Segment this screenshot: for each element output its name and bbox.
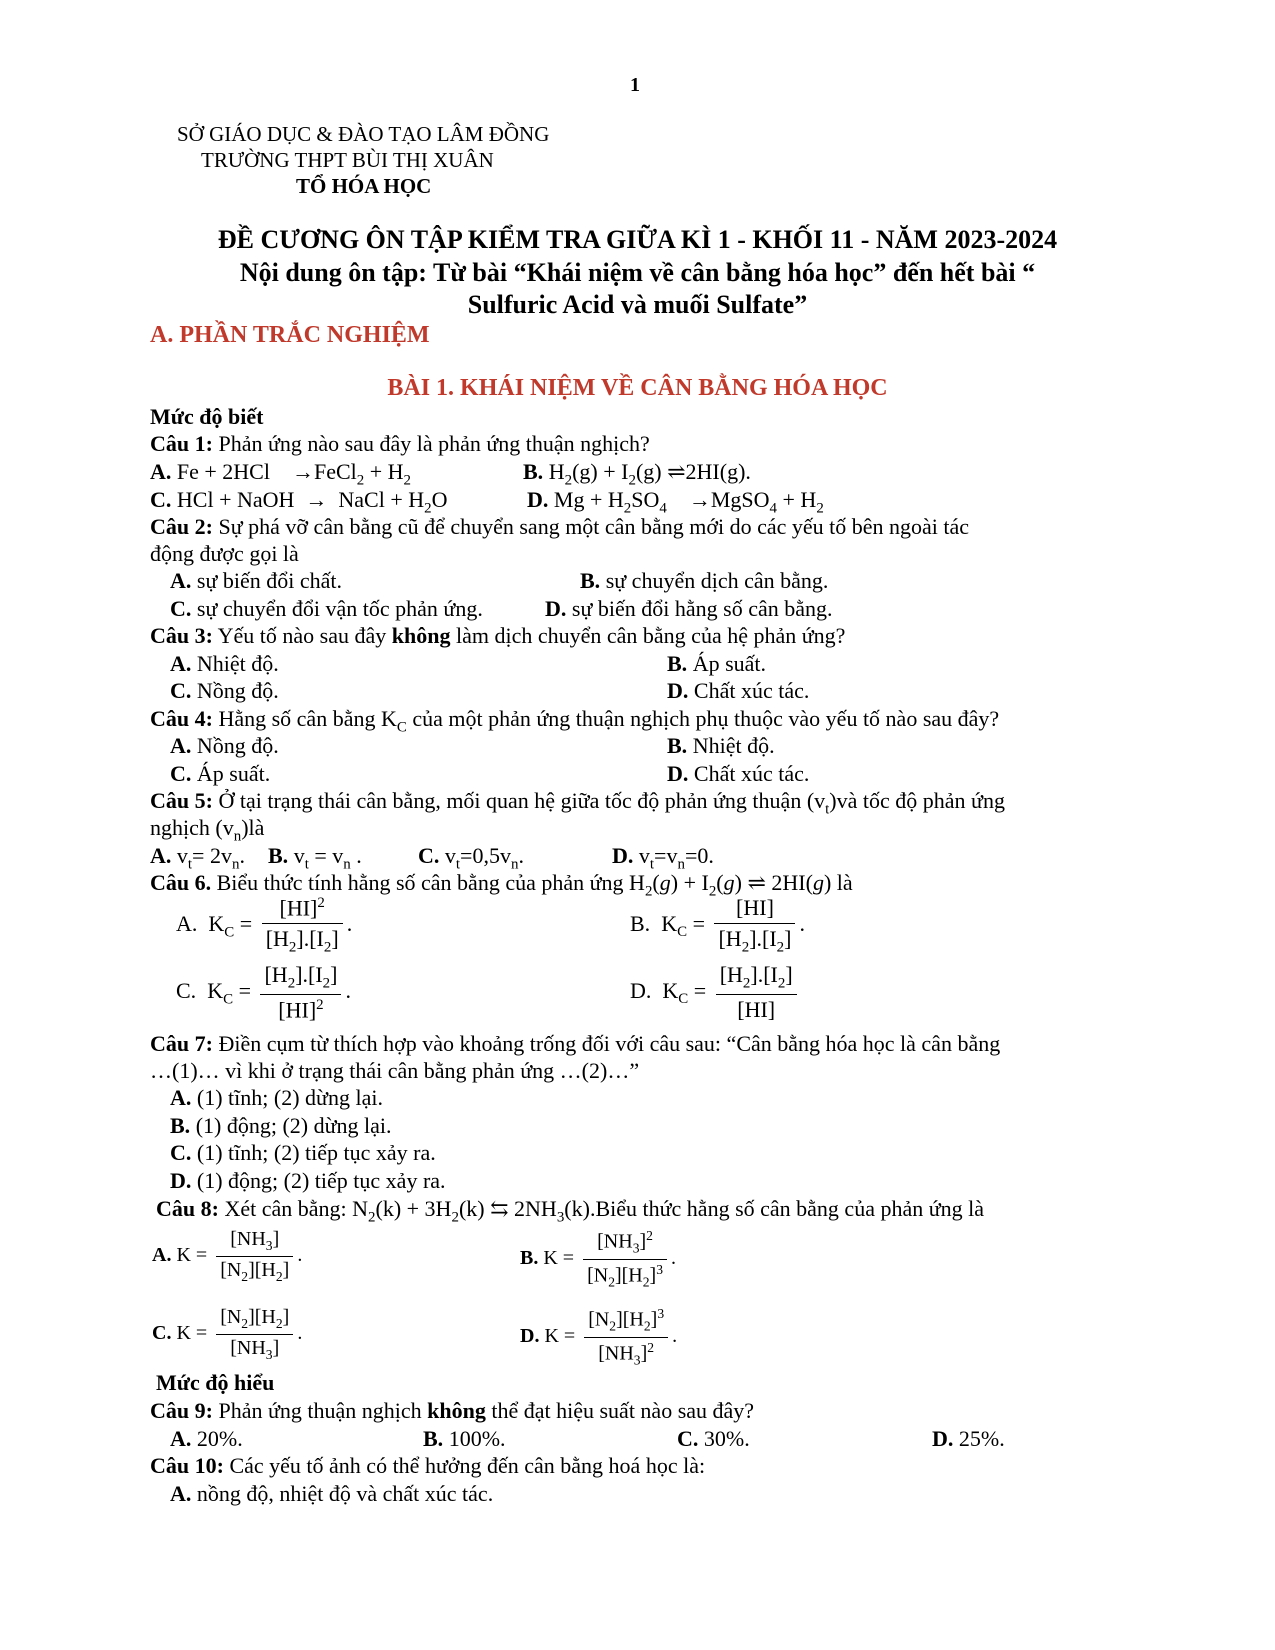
q9-option-d: D. 25%. [932, 1426, 1005, 1451]
q9-option-b: B. 100%. [423, 1426, 506, 1451]
page-title: ĐỀ CƯƠNG ÔN TẬP KIỂM TRA GIỮA KÌ 1 - KHỐI 11 - NĂM 2023-2024 [217, 225, 1058, 254]
q7-option-d: D. (1) động; (2) tiếp tục xảy ra. [170, 1168, 446, 1193]
question-6: Câu 6. Biểu thức tính hằng số cân bằng của phản ứng $H_2(g) + I_2(g)$ ⇌ 2HI(g) là [150, 870, 853, 900]
q2-option-b: B. sự chuyển dịch cân bằng. [580, 568, 829, 593]
q9-option-c: C. 30%. [677, 1426, 750, 1451]
question-text: Sự phá vỡ cân bằng cũ để chuyển sang một cân bằng mới do các yếu tố bên ngoài tác [212, 514, 970, 539]
q3-option-b: B. Áp suất. [667, 651, 767, 676]
q2-option-d: D. sự biến đổi hằng số cân bằng. [545, 596, 833, 621]
q1-option-a: A. Fe + 2HCl →FeCl$_2$ + $H_2$ [150, 459, 412, 489]
q4-option-a: A. Nồng độ. [170, 733, 279, 758]
q5-option-c: C. $v_t=0,5v_n$. [418, 843, 524, 873]
level-heading-know: Mức độ biết [150, 404, 264, 429]
question-5-cont: nghịch $(v_n)là$ [150, 815, 265, 845]
page-number: 1 [630, 74, 640, 96]
lesson-heading: BÀI 1. KHÁI NIỆM VỀ CÂN BẰNG HÓA HỌC [387, 375, 888, 401]
question-text: Phản ứng nào sau đây là phản ứng thuận nghịch? [212, 431, 650, 456]
question-1 [150, 431, 650, 457]
question-10: Câu 10: Các yếu tố ảnh có thể hưởng đến cân bằng hoá học là: [150, 1453, 706, 1478]
q4-option-b: B. Nhiệt độ. [667, 733, 775, 758]
question-label: Câu 1: [150, 431, 213, 456]
level-heading-understand: Mức độ hiểu [156, 1370, 275, 1395]
q6-option-c: C. $K_C$ = $\frac{[H_2].[I_2]}{[HI]^2}$ . [176, 962, 351, 1023]
q6-option-a: A. $K_C$ = $\frac{[HI]^2}{[H_2].[I_2]}$ . [176, 895, 353, 956]
question-2 [150, 514, 969, 540]
q3-option-c: C. Nồng độ. [170, 678, 279, 703]
q7-option-c: C. (1) tĩnh; (2) tiếp tục xảy ra. [170, 1140, 436, 1165]
q3-option-a: A. Nhiệt độ. [170, 651, 279, 676]
q8-option-a: A. K = $\frac{[NH_3]}{[N_2][H_2]}$ . [152, 1228, 303, 1284]
question-5: Câu 5: Ở tại trạng thái cân bằng, mối quan hệ giữa tốc độ phản ứng thuận $(v_t)và$ tốc độ phản ứng [150, 788, 1005, 818]
q8-option-b: B. K = $\frac{[NH_3]^2}{[N_2][H_2]^3}$ . [520, 1228, 677, 1290]
q4-option-d: D. Chất xúc tác. [667, 761, 810, 786]
q8-option-d: D. K = $\frac{[N_2][H_2]^3}{[NH_3]^2}$ . [520, 1306, 678, 1368]
header-department: SỞ GIÁO DỤC & ĐÀO TẠO LÂM ĐỒNG [177, 122, 550, 146]
option-letter: A. [150, 459, 172, 484]
q4-option-c: C. Áp suất. [170, 761, 271, 786]
q6-option-b: B. $K_C$ = $\frac{[HI]}{[H_2].[I_2]}$ . [630, 895, 805, 956]
q1-option-d: D. $Mg + H_2SO_4$ →MgSO$_4$ + $H_2$ [527, 487, 824, 517]
q2-option-a: A. sự biến đổi chất. [170, 568, 343, 593]
q10-option-a: A. nồng độ, nhiệt độ và chất xúc tác. [170, 1481, 494, 1506]
option-letter: B. [523, 459, 544, 484]
question-4: Câu 4: Hằng số cân bằng $K_C$ của một phản ứng thuận nghịch phụ thuộc vào yếu tố nào sau đây? [150, 706, 1000, 736]
q7-option-a: A. (1) tĩnh; (2) dừng lại. [170, 1085, 383, 1110]
section-heading: A. PHẦN TRẮC NGHIỆM [150, 322, 430, 348]
question-label: Câu 2: [150, 514, 213, 539]
question-2-cont: động được gọi là [150, 541, 299, 566]
page-subtitle-2: Sulfuric Acid và muối Sulfate” [467, 290, 808, 319]
header-group: TỔ HÓA HỌC [296, 174, 432, 198]
q5-option-a: A. $v_t= 2v_n$. [150, 843, 245, 873]
q5-option-d: D. $v_t=v_n=0$. [612, 843, 714, 873]
header-school: TRƯỜNG THPT BÙI THỊ XUÂN [201, 148, 494, 172]
question-3: Câu 3: Yếu tố nào sau đây không làm dịch chuyển cân bằng của hệ phản ứng? [150, 623, 846, 648]
q6-option-d: D. $K_C$ = $\frac{[H_2].[I_2]}{[HI]}$ [630, 962, 801, 1023]
q7-option-b: B. (1) động; (2) dừng lại. [170, 1113, 392, 1138]
q3-option-d: D. Chất xúc tác. [667, 678, 810, 703]
q1-option-c: C. HCl + NaOH → NaCl + $H_2O$ [150, 487, 448, 517]
q8-option-c: C. K = $\frac{[N_2][H_2]}{[NH_3]}$ . [152, 1306, 303, 1362]
option-letter: D. [527, 487, 549, 512]
page-subtitle-1: Nội dung ôn tập: Từ bài “Khái niệm về cân bằng hóa học” đến hết bài “ [239, 258, 1036, 287]
question-9: Câu 9: Phản ứng thuận nghịch không thể đạt hiệu suất nào sau đây? [150, 1398, 755, 1423]
q2-option-c: C. sự chuyển đổi vận tốc phản ứng. [170, 596, 483, 621]
q1-option-b: B. $H_2(g) + I_2(g)$ ⇌2HI(g). [523, 459, 751, 489]
question-7: Câu 7: Điền cụm từ thích hợp vào khoảng trống đối với câu sau: “Cân bằng hóa học là cân bằng [150, 1031, 1001, 1056]
question-8: Câu 8: Xét cân bằng: $N_2(k) + 3H_2(k)$ ⇆ $2NH_3(k).Biểu$ thức hằng số cân bằng của phản ứng là [156, 1196, 985, 1226]
option-letter: C. [150, 487, 172, 512]
question-7-cont: …(1)… vì khi ở trạng thái cân bằng phản ứng …(2)…” [150, 1058, 640, 1083]
q5-option-b: B. $v_t = v_n$ . [268, 843, 362, 873]
q9-option-a: A. 20%. [170, 1426, 243, 1451]
